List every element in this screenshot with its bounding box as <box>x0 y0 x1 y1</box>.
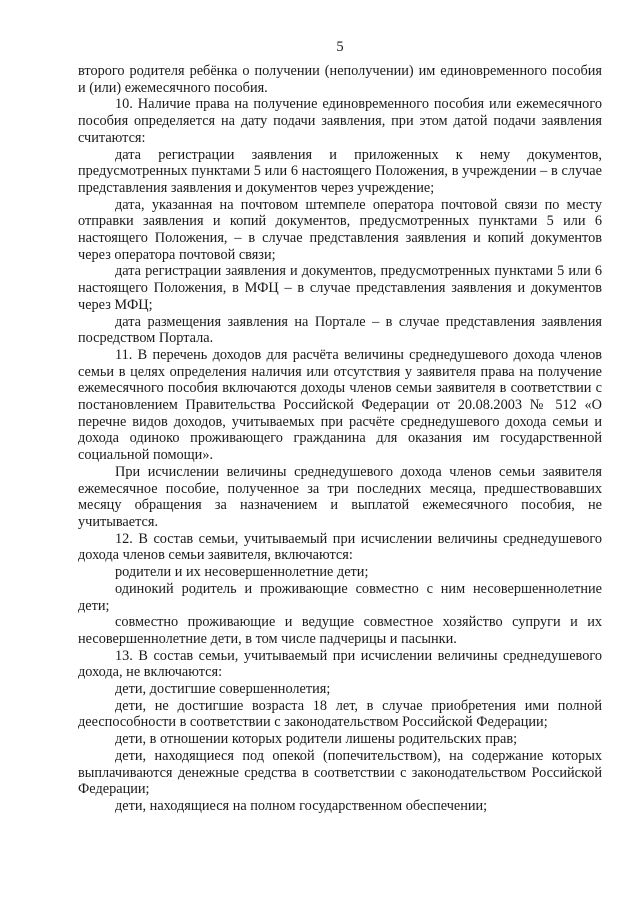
list-item-adult-children: дети, достигшие совершеннолетия; <box>115 681 331 698</box>
paragraph-clause-10: 10. Наличие права на получение единовременного пособия или ежемесячного пособия определяется на дату подачи заявления, при этом датой подачи заявления считаются: <box>78 96 602 146</box>
list-item-guardianship: дети, находящиеся под опекой (попечительством), на содержание которых выплачиваются денежные средства в соответствии с законодательством Российской Федерации; <box>78 747 602 798</box>
list-item-single-parent: одинокий родитель и проживающие совместно с ним несовершеннолетние дети; <box>78 580 602 614</box>
paragraph-continuation: второго родителя ребёнка о получении (неполучении) им единовременного пособия и (или) ежемесячного пособия. <box>78 63 602 96</box>
paragraph-clause-13: 13. В состав семьи, учитываемый при исчислении величины среднедушевого дохода, не включаются: <box>78 647 602 681</box>
paragraph-date-institution: дата регистрации заявления и приложенных к нему документов, предусмотренных пунктами 5 или 6 настоящего Положения, в учреждении – в случае представления заявления и документов через учреждение; <box>78 146 602 196</box>
paragraph-date-postal: дата, указанная на почтовом штемпеле оператора почтовой связи по месту отправки заявления и копий документов, предусмотренных пунктами 5 или 6 настоящего Положения, – в случае представления заявления и копий документов через оператора почтовой связи; <box>78 196 602 263</box>
paragraph-clause-12: 12. В состав семьи, учитываемый при исчислении величины среднедушевого дохода членов семьи заявителя, включаются: <box>78 530 602 564</box>
document-body <box>78 63 602 815</box>
document-page <box>78 0 602 905</box>
paragraph-clause-11: 11. В перечень доходов для расчёта величины среднедушевого дохода членов семьи в целях определения наличия или отсутствия у заявителя права на получение ежемесячного пособия включаются доходы членов семьи заявителя в соответствии с постановлением Правительства Российской Федерации от 20.08.2003 № 512 «О перечне видов доходов, учитываемых при расчёте среднедушевого дохода семьи и дохода одиноко проживающего гражданина для оказания им государственной социальной помощи». <box>78 346 602 464</box>
list-item-state-support: дети, находящиеся на полном государственном обеспечении; <box>115 797 488 814</box>
paragraph-income-calculation: При исчислении величины среднедушевого дохода членов семьи заявителя ежемесячное пособие, полученное за три последних месяца, предшествовавших месяцу обращения за назначением и выплатой ежемесячного пособия, не учитывается. <box>78 463 602 530</box>
list-item-deprived-rights: дети, в отношении которых родители лишены родительских прав; <box>115 731 518 748</box>
list-item-spouses: совместно проживающие и ведущие совместное хозяйство супруги и их несовершеннолетние дети, в том числе падчерицы и пасынки. <box>78 614 602 647</box>
list-item-parents-children: родители и их несовершеннолетние дети; <box>115 564 369 581</box>
paragraph-date-portal: дата размещения заявления на Портале – в случае представления заявления посредством Портала. <box>78 313 602 347</box>
page-number: 5 <box>336 39 344 55</box>
paragraph-date-mfc: дата регистрации заявления и документов, предусмотренных пунктами 5 или 6 настоящего Положения, в МФЦ – в случае представления заявления и документов через МФЦ; <box>78 263 602 313</box>
list-item-emancipated-children: дети, не достигшие возраста 18 лет, в случае приобретения ими полной дееспособности в соответствии с законодательством Российской Федерации; <box>78 697 602 731</box>
